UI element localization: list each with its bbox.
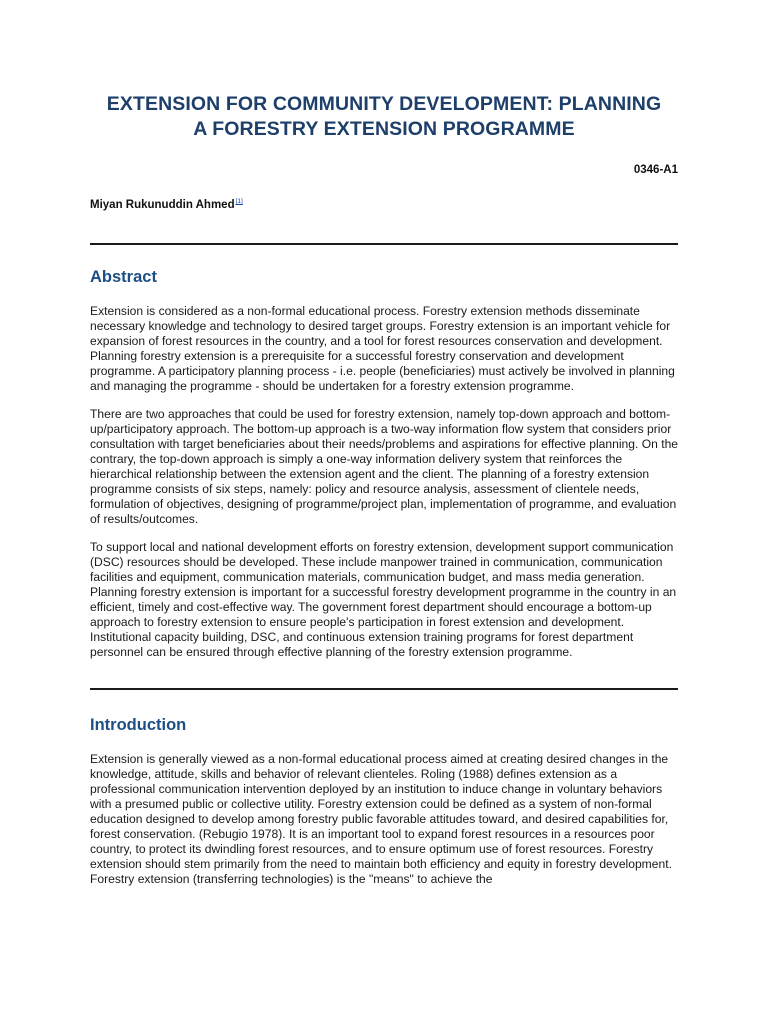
title-line-1: EXTENSION FOR COMMUNITY DEVELOPMENT: PLANNING [106, 93, 662, 115]
introduction-paragraph-1: Extension is generally viewed as a non-formal educational process aimed at creating desired changes in the knowledge, attitude, skills and behavior of relevant clienteles. Roling (1988) defines extension as a professional communication intervention deployed by an institution to induce change in voluntary behaviors with a presumed public or collective utility. Forestry extension could be defined as a system of non-formal education designed to develop among forestry public favorable attitudes toward, and desired capabilities for, forest conservation. (Rebugio 1978). It is an important tool to expand forest resources in a resources poor country, to protect its dwindling forest resources, and to ensure optimum use of forest resources. Forestry extension should stem primarily from the need to maintain both efficiency and equity in forestry development. Forestry extension (transferring technologies) is the "means" to achieve the [90, 752, 672, 886]
abstract-paragraph-2: There are two approaches that could be used for forestry extension, namely top-down approach and bottom-up/participatory approach. The bottom-up approach is a two-way information flow system that considers prior consultation with target beneficiaries about their needs/problems and aspirations for effective planning. On the contrary, the top-down approach is simply a one-way information delivery system that reinforces the hierarchical relationship between the extension agent and the client. The planning of a forestry extension programme consists of six steps, namely: policy and resource analysis, assessment of clientele needs, formulation of objectives, designing of programme/project plan, implementation of programme, and evaluation of results/outcomes. [90, 407, 679, 526]
abstract-paragraph-1: Extension is considered as a non-formal educational process. Forestry extension methods disseminate necessary knowledge and technology to desired target groups. Forestry extension is an important vehicle for expansion of forest resources in the country, and a tool for forest resources conservation and development. Planning forestry extension is a prerequisite for a successful forestry conservation and development programme. A participatory planning process - i.e. people (beneficiaries) must actively be involved in planning and managing the programme - should be undertaken for a forestry extension programme. [90, 304, 675, 393]
author-name: Miyan Rukunuddin Ahmed [90, 199, 235, 211]
abstract-heading: Abstract [90, 268, 157, 286]
author-footnote-link[interactable]: [1] [235, 198, 243, 205]
section-divider [90, 243, 678, 245]
section-divider [90, 688, 678, 690]
document-page [90, 0, 678, 887]
title-line-2: A FORESTRY EXTENSION PROGRAMME [193, 118, 575, 140]
document-id: 0346-A1 [633, 164, 678, 176]
introduction-heading: Introduction [90, 716, 187, 734]
abstract-paragraph-3: To support local and national development efforts on forestry extension, development support communication (DSC) resources should be developed. These include manpower trained in communication, communication facilities and equipment, communication materials, communication budget, and mass media generation. Planning forestry extension is important for a successful forestry development programme in the country in an efficient, timely and cost-effective way. The government forest department should encourage a bottom-up approach to forestry extension to ensure people's participation in forest extension and development. Institutional capacity building, DSC, and continuous extension training programs for forest department personnel can be ensured through effective planning of the forestry extension programme. [90, 540, 677, 659]
author-line [90, 195, 678, 212]
document-title [90, 92, 678, 142]
